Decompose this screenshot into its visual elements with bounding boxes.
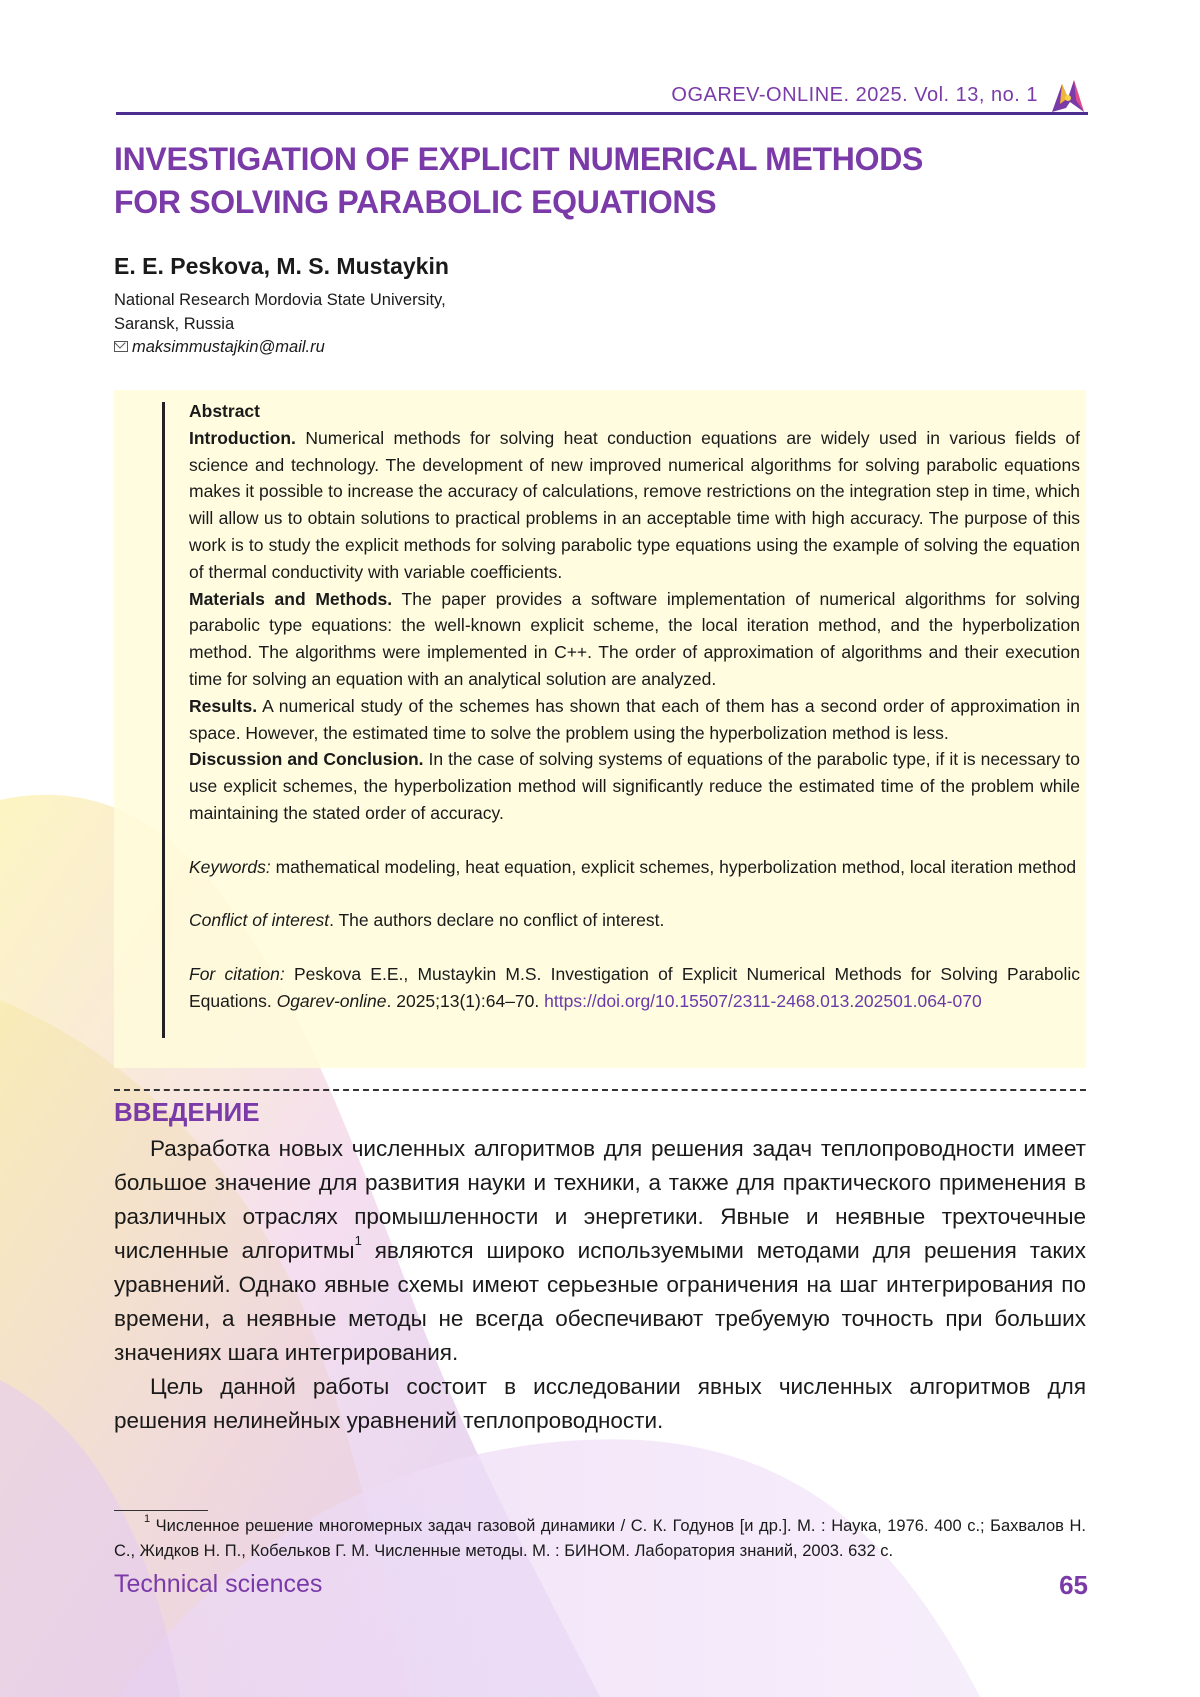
citation-text: Peskova E.E., Mustaykin M.S. Investigation of Explicit Numerical Methods for Solving Parabolic Equations. — [189, 964, 1080, 1011]
abstract-heading: Abstract — [189, 401, 260, 421]
paragraph-1-part-2: являются широко используемыми методами для решения таких уравнений. Однако явные схемы имеют серьезные ограничения на шаг интегрирования по времени, а неявные методы не всегда обеспечивают требуемую точность при больших значениях шага интегрирования. — [114, 1238, 1086, 1365]
methods-label: Materials and Methods. — [189, 589, 392, 609]
abstract-bar — [162, 402, 165, 1038]
paragraph-2: Цель данной работы состоит в исследовании явных численных алгоритмов для решения нелинейных уравнений теплопроводности. — [114, 1370, 1086, 1438]
conflict-label: Conflict of interest — [189, 910, 329, 930]
abstract-methods — [189, 586, 1080, 693]
paragraph-1-part-1: Разработка новых численных алгоритмов для решения задач теплопроводности имеет большое значение для развития науки и техники, а также для практического применения в различных отраслях промышленности и энергетики. Явные и неявные трехточечные численные алгоритмы — [114, 1136, 1086, 1263]
citation-label: For citation: — [189, 964, 285, 984]
title-line-2: FOR SOLVING PARABOLIC EQUATIONS — [114, 181, 1014, 224]
section-heading-introduction: ВВЕДЕНИЕ — [114, 1097, 260, 1128]
footnote-text: Численное решение многомерных задач газовой динамики / С. К. Годунов [и др.]. М. : Наука, 1976. 400 с.; Бахвалов Н. С., Жидков Н. П., Кобельков Г. М. Численные методы. М. : БИНОМ. Лаборатория знаний, 2003. 632 с. — [114, 1517, 1086, 1560]
discussion-text: In the case of solving systems of equations of the parabolic type, if it is necessary to use explicit schemes, the hyperbolization method will significantly reduce the estimated time of the problem while maintaining the stated order of accuracy. — [189, 749, 1080, 823]
envelope-icon — [114, 341, 128, 352]
discussion-label: Discussion and Conclusion. — [189, 749, 424, 769]
keywords-label: Keywords: — [189, 857, 271, 877]
abstract-discussion — [189, 746, 1080, 826]
affiliation-line-2: Saransk, Russia — [114, 312, 446, 336]
footnote — [114, 1514, 1086, 1564]
journal-logo-icon — [1048, 78, 1088, 114]
abstract-results — [189, 693, 1080, 747]
abstract-introduction — [189, 425, 1080, 586]
footer-section-name: Technical sciences — [114, 1570, 322, 1599]
intro-label: Introduction. — [189, 428, 296, 448]
keywords — [189, 854, 1080, 881]
citation-details: . 2025;13(1):64–70. — [387, 991, 540, 1011]
citation-journal: Ogarev-online — [277, 991, 387, 1011]
journal-header — [116, 80, 1088, 115]
paragraph-1 — [114, 1132, 1086, 1370]
footnote-number: 1 — [144, 1513, 150, 1525]
intro-text: Numerical methods for solving heat conduction equations are widely used in various fields of science and technology. The development of new improved numerical algorithms for solving parabolic equations makes it possible to increase the accuracy of calculations, remove restrictions on the integration step in time, which will allow us to obtain solutions to practical problems in an acceptable time with high accuracy. The purpose of this work is to study the explicit methods for solving parabolic type equations using the example of solving the equation of thermal conductivity with variable coefficients. — [189, 428, 1080, 582]
affiliation-line-1: National Research Mordovia State University, — [114, 288, 446, 312]
section-divider — [114, 1089, 1086, 1091]
author-email[interactable]: maksimmustajkin@mail.ru — [132, 338, 325, 356]
results-text: A numerical study of the schemes has shown that each of them has a second order of approximation in space. However, the estimated time to solve the problem using the hyperbolization method is less. — [189, 696, 1080, 743]
affiliation — [114, 288, 446, 336]
conflict-text: . The authors declare no conflict of interest. — [329, 910, 664, 930]
authors: E. E. Peskova, M. S. Mustaykin — [114, 253, 449, 280]
introduction-body — [114, 1132, 1086, 1438]
title-line-1: INVESTIGATION OF EXPLICIT NUMERICAL METHODS — [114, 138, 1014, 181]
conflict-of-interest — [189, 907, 1080, 934]
citation — [189, 961, 1080, 1015]
paper-title — [114, 138, 1014, 224]
abstract — [189, 398, 1080, 1014]
methods-text: The paper provides a software implementation of numerical algorithms for solving parabolic type equations: the well-known explicit scheme, the local iteration method, and the hyperbolization method. The algorithms were implemented in C++. The order of approximation of algorithms and their execution time for solving an equation with an analytical solution are analyzed. — [189, 589, 1080, 689]
footnote-rule — [114, 1510, 208, 1511]
keywords-text: mathematical modeling, heat equation, explicit schemes, hyperbolization method, local iteration method — [276, 857, 1077, 877]
results-label: Results. — [189, 696, 257, 716]
page-number: 65 — [1059, 1570, 1088, 1601]
footnote-ref[interactable]: 1 — [355, 1233, 362, 1248]
doi-link[interactable]: https://doi.org/10.15507/2311-2468.013.202501.064-070 — [544, 991, 982, 1011]
journal-title: OGAREV-ONLINE. 2025. Vol. 13, no. 1 — [671, 84, 1038, 107]
email-row — [114, 338, 325, 357]
